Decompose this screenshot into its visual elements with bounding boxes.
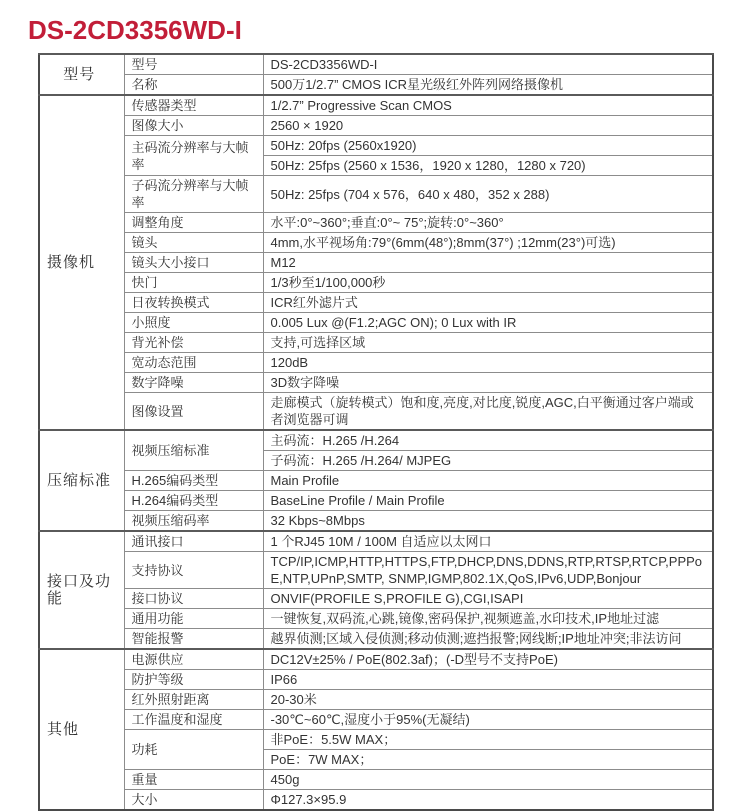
spec-label: 红外照射距离: [124, 690, 263, 710]
spec-row: [39, 670, 713, 690]
spec-label: 调整角度: [124, 213, 263, 233]
spec-row: [39, 393, 713, 431]
spec-label: 智能报警: [124, 629, 263, 650]
spec-row: [39, 710, 713, 730]
spec-value: 50Hz: 25fps (2560 x 1536，1920 x 1280，1280 x 720): [263, 156, 713, 176]
spec-label: 视频压缩标准: [124, 430, 263, 471]
spec-label: 支持协议: [124, 552, 263, 589]
page-title: DS-2CD3356WD-I: [28, 15, 242, 45]
spec-row: [39, 649, 713, 670]
spec-value: TCP/IP,ICMP,HTTP,HTTPS,FTP,DHCP,DNS,DDNS,RTP,RTSP,RTCP,PPPoE,NTP,UPnP,SMTP, SNMP,IGMP,802.1X,QoS,IPv6,UDP,Bonjour: [263, 552, 713, 589]
spec-label: 型号: [124, 54, 263, 75]
spec-label: 防护等级: [124, 670, 263, 690]
spec-value: 0.005 Lux @(F1.2;AGC ON); 0 Lux with IR: [263, 313, 713, 333]
spec-value: DC12V±25% / PoE(802.3af)；(-D型号不支持PoE): [263, 649, 713, 670]
spec-value: 1 个RJ45 10M / 100M 自适应以太网口: [263, 531, 713, 552]
spec-label: 小照度: [124, 313, 263, 333]
spec-row: [39, 491, 713, 511]
spec-row: [39, 213, 713, 233]
spec-label: 接口协议: [124, 589, 263, 609]
spec-label: 功耗: [124, 730, 263, 770]
spec-value: 走廊模式（旋转模式）饱和度,亮度,对比度,锐度,AGC,白平衡通过客户端或者浏览器可调: [263, 393, 713, 431]
spec-value: -30℃~60℃,湿度小于95%(无凝结): [263, 710, 713, 730]
spec-label: H.264编码类型: [124, 491, 263, 511]
spec-row: [39, 552, 713, 589]
group-cell-model: 型号: [39, 54, 124, 95]
spec-label: H.265编码类型: [124, 471, 263, 491]
spec-value: 水平:0°~360°;垂直:0°~ 75°;旋转:0°~360°: [263, 213, 713, 233]
spec-label: 镜头: [124, 233, 263, 253]
spec-value: DS-2CD3356WD-I: [263, 54, 713, 75]
spec-row: [39, 589, 713, 609]
spec-row: [39, 353, 713, 373]
spec-label: 镜头大小接口: [124, 253, 263, 273]
spec-value: M12: [263, 253, 713, 273]
spec-label: 子码流分辨率与大帧率: [124, 176, 263, 213]
spec-label: 快门: [124, 273, 263, 293]
spec-value: 2560 × 1920: [263, 116, 713, 136]
spec-label: 电源供应: [124, 649, 263, 670]
spec-row: [39, 690, 713, 710]
spec-value: Φ127.3×95.9: [263, 790, 713, 811]
spec-row: [39, 471, 713, 491]
spec-table: [38, 53, 714, 811]
spec-value: 500万1/2.7” CMOS ICR星光级红外阵列网络摄像机: [263, 75, 713, 96]
spec-row: [39, 629, 713, 650]
spec-label: 日夜转换模式: [124, 293, 263, 313]
spec-label: 通讯接口: [124, 531, 263, 552]
spec-value: BaseLine Profile / Main Profile: [263, 491, 713, 511]
spec-value: 支持,可选择区域: [263, 333, 713, 353]
spec-value: 50Hz: 25fps (704 x 576，640 x 480，352 x 288): [263, 176, 713, 213]
spec-value: 4mm,水平视场角:79°(6mm(48°);8mm(37°) ;12mm(23°)可选): [263, 233, 713, 253]
spec-value: ONVIF(PROFILE S,PROFILE G),CGI,ISAPI: [263, 589, 713, 609]
spec-row: [39, 293, 713, 313]
spec-label: 图像大小: [124, 116, 263, 136]
group-cell-camera: 摄像机: [39, 95, 124, 430]
spec-row: [39, 511, 713, 532]
spec-value: 一键恢复,双码流,心跳,镜像,密码保护,视频遮盖,水印技术,IP地址过滤: [263, 609, 713, 629]
spec-value: 子码流：H.265 /H.264/ MJPEG: [263, 451, 713, 471]
spec-value: 32 Kbps~8Mbps: [263, 511, 713, 532]
spec-row: [39, 253, 713, 273]
spec-value: Main Profile: [263, 471, 713, 491]
spec-row: [39, 95, 713, 116]
spec-label: 名称: [124, 75, 263, 96]
spec-row: [39, 233, 713, 253]
spec-label: 背光补偿: [124, 333, 263, 353]
spec-label: 主码流分辨率与大帧率: [124, 136, 263, 176]
spec-value: 450g: [263, 770, 713, 790]
spec-label: 数字降噪: [124, 373, 263, 393]
spec-row: [39, 790, 713, 811]
group-cell-other: 其他: [39, 649, 124, 810]
spec-row: [39, 609, 713, 629]
spec-label: 宽动态范围: [124, 353, 263, 373]
spec-row: [39, 531, 713, 552]
spec-value: 50Hz: 20fps (2560x1920): [263, 136, 713, 156]
spec-row: [39, 373, 713, 393]
group-cell-compression: 压缩标准: [39, 430, 124, 531]
spec-label: 通用功能: [124, 609, 263, 629]
spec-row: [39, 430, 713, 451]
spec-row: [39, 136, 713, 156]
spec-label: 大小: [124, 790, 263, 811]
spec-value: 20-30米: [263, 690, 713, 710]
spec-value: PoE：7W MAX；: [263, 750, 713, 770]
spec-row: [39, 273, 713, 293]
spec-label: 工作温度和湿度: [124, 710, 263, 730]
group-cell-interface: 接口及功能: [39, 531, 124, 649]
spec-value: 1/3秒至1/100,000秒: [263, 273, 713, 293]
spec-value: 120dB: [263, 353, 713, 373]
spec-row: [39, 333, 713, 353]
spec-row: [39, 116, 713, 136]
spec-value: 非PoE：5.5W MAX；: [263, 730, 713, 750]
spec-value: ICR红外滤片式: [263, 293, 713, 313]
spec-label: 图像设置: [124, 393, 263, 431]
spec-label: 传感器类型: [124, 95, 263, 116]
spec-value: IP66: [263, 670, 713, 690]
spec-value: 1/2.7” Progressive Scan CMOS: [263, 95, 713, 116]
spec-row: [39, 54, 713, 75]
spec-row: [39, 730, 713, 750]
spec-value: 越界侦测;区域入侵侦测;移动侦测;遮挡报警;网线断;IP地址冲突;非法访问: [263, 629, 713, 650]
spec-row: [39, 313, 713, 333]
spec-value: 主码流：H.265 /H.264: [263, 430, 713, 451]
spec-row: [39, 75, 713, 96]
spec-row: [39, 176, 713, 213]
spec-value: 3D数字降噪: [263, 373, 713, 393]
spec-label: 视频压缩码率: [124, 511, 263, 532]
spec-label: 重量: [124, 770, 263, 790]
